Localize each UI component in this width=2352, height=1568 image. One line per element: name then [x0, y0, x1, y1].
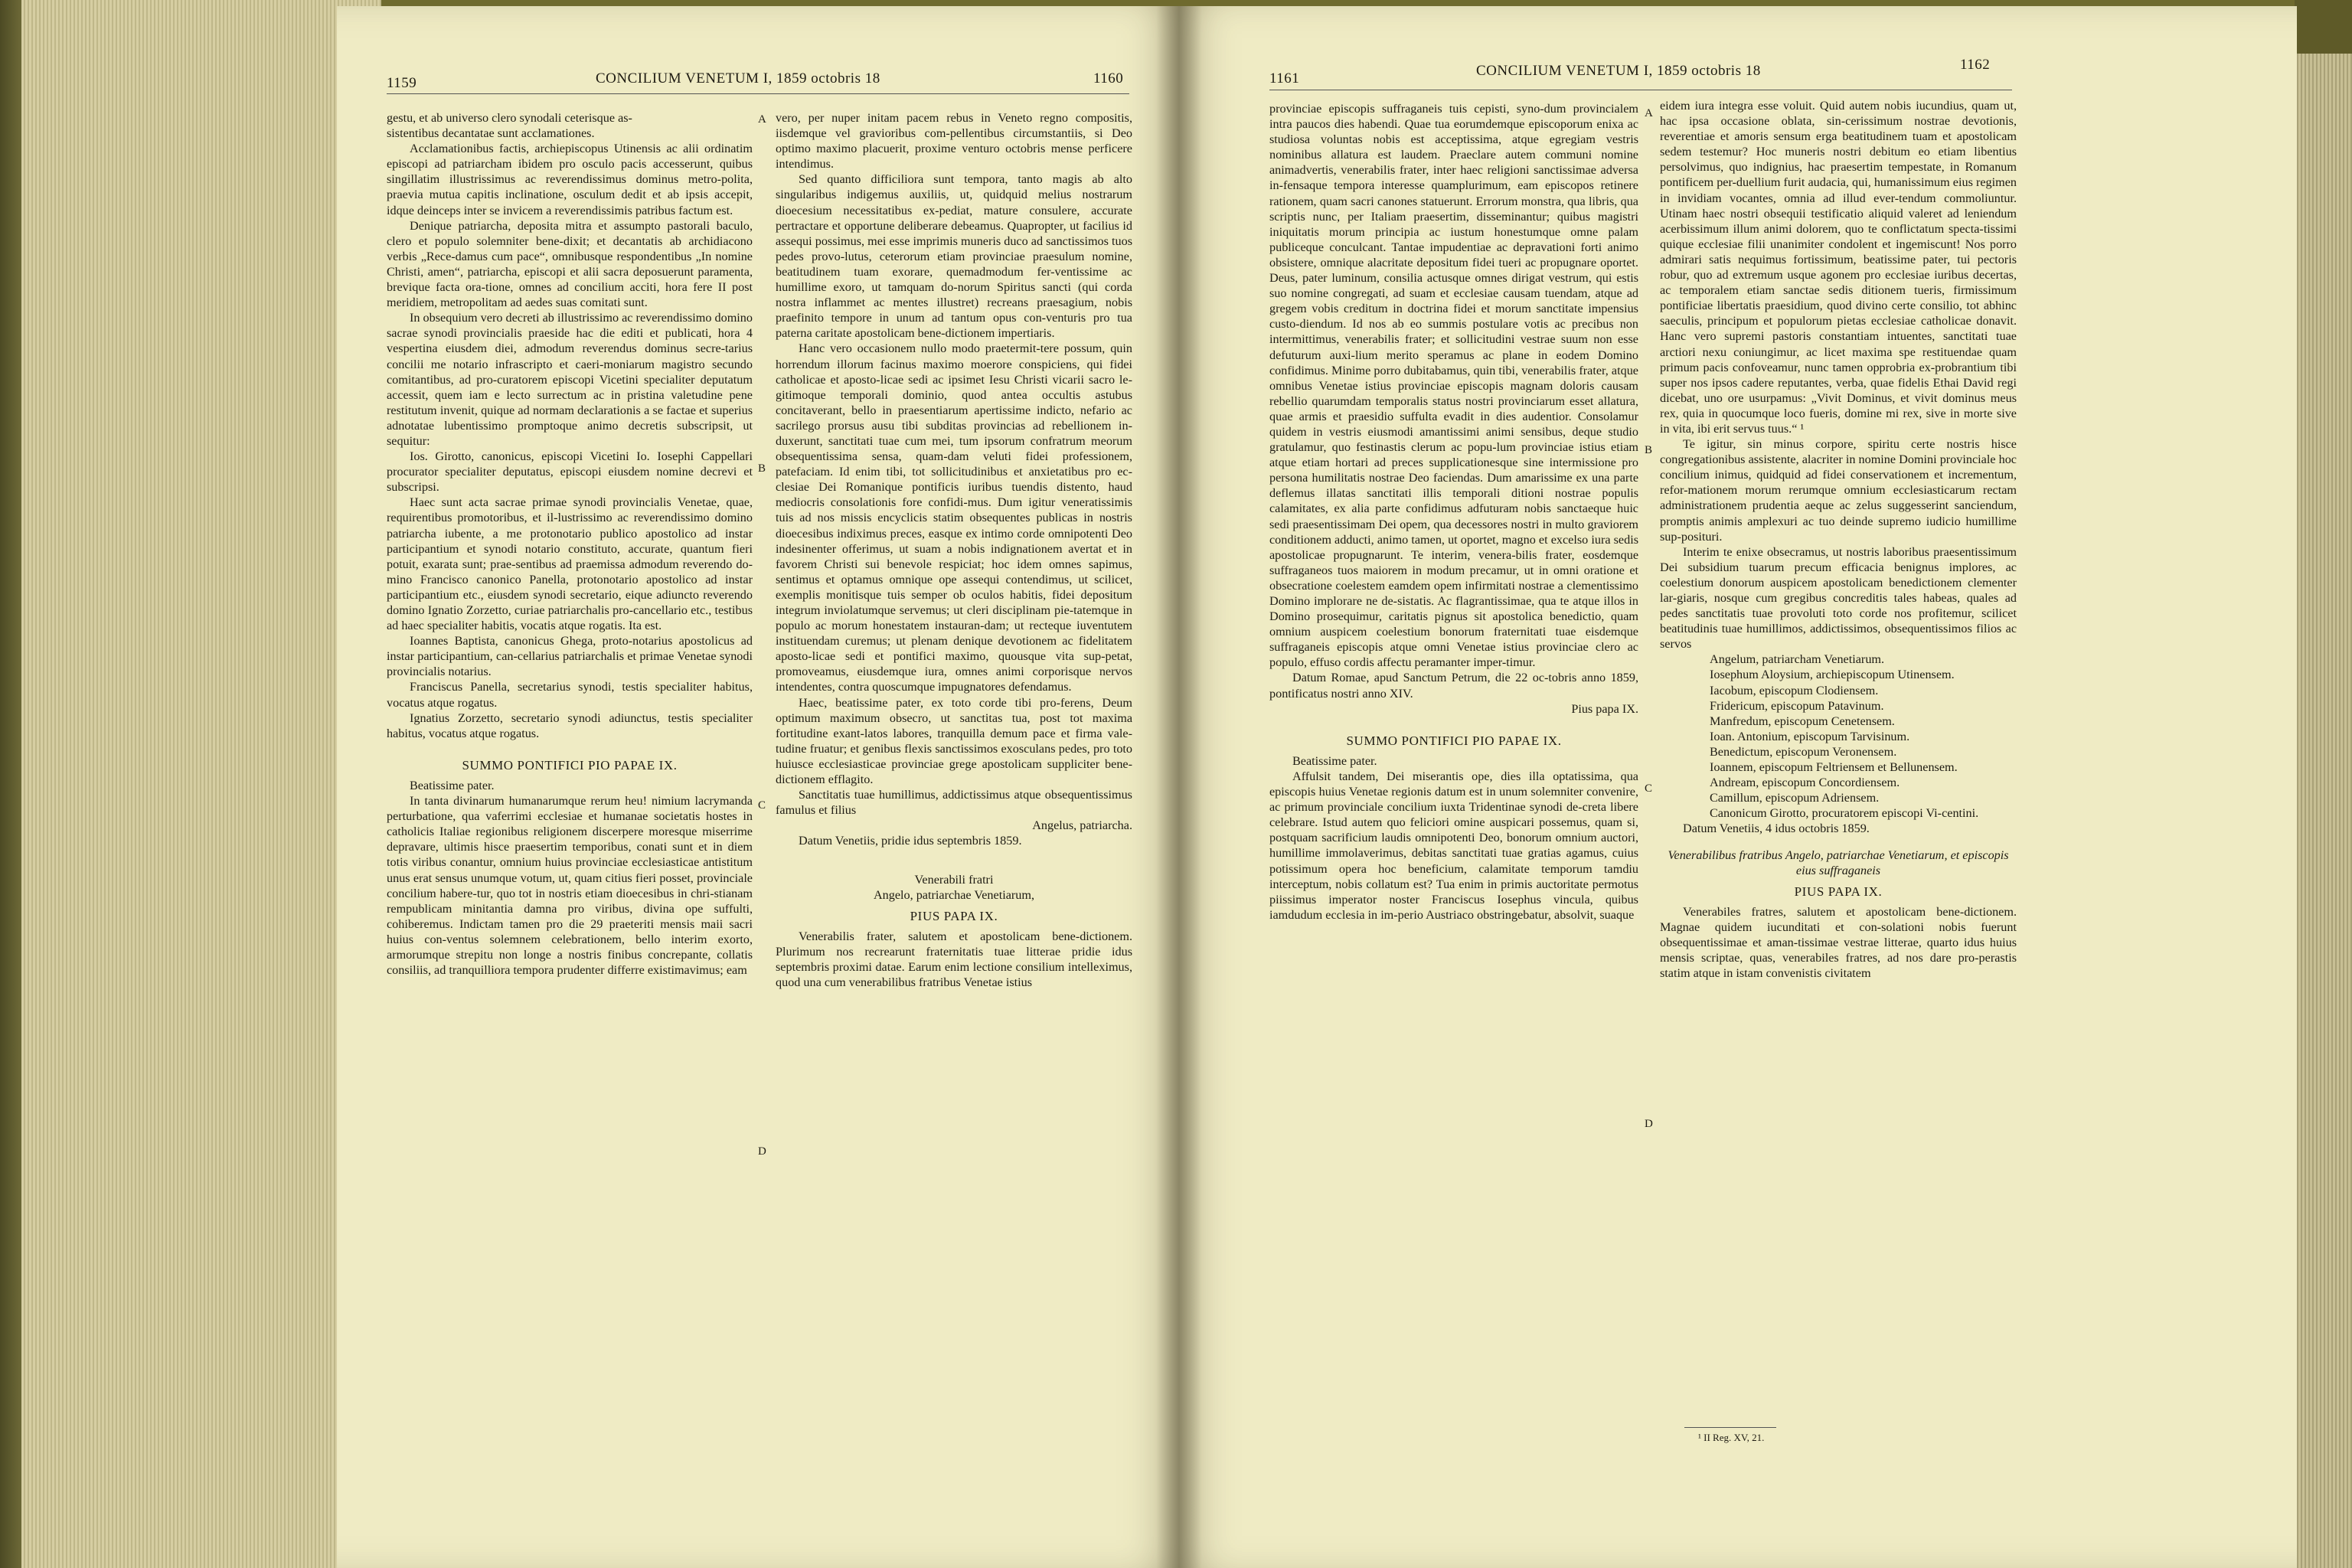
signature: Pius papa IX. [1571, 701, 1638, 716]
paragraph: Hanc vero occasionem nullo modo praetermit-tere possum, quin horrendum illorum facinus maximo moerore conspiciens, qui fidei catholicae et aposto-licae sedi ac ipsimet Iesu Christi vicarii sacro le-gitimoque temporali dominio, quod antea occultis astubus concitaverant, bello in praesentiarum apertissime indicto, nefario ac sacrilego prorsus ausu tibi subditas provincias ad rebellionem in-duxerunt, sanctitati tuae cum mei, tum ipsorum confratrum meorum obsequentissima sensa, quam-dam veluti fidei professionem, patefaciam. Id enim tibi, tot sollicitudinibus et anxietatibus pro ec-clesiae Dei Romanique pontificis iuribus tuendis distento, haud mediocris consolationis fore confidi-mus. Dum igitur veneratissimis tuis ad nos missis encyclicis statim obsequentes publicas in nostris dioecesibus indiximus preces, easque ex intimo corde omnipotenti Deo indesinenter offerimus, ut suam a nobis indignationem avertat et in favorem Christi sui benevole respiciat; hoc idem omnes sapimus, sentimus et optamus omnique ope assequi contendimus, ut scilicet, exemplis monitisque tuis semper ob oculos habitis, fidei depositum integrum inviolatumque servemus; ut cleri disciplinam pie-tatemque in populo ac morum honestatem instauran-dam; ut recteque iuventutem instituendam curemus; ut plenam denique devotionem ac fidelitatem aposto-licae sedi et pontifici maximo, quousque vita sup-petat, promoveamus, eiusdemque iura, omnes animi corporisque nervos intendentes, contra quoscumque impugnatores defendamus. [776, 341, 1132, 694]
paragraph: Te igitur, sin minus corpore, spiritu certe nostris hisce congregationibus assistente, alacriter in nomine Domini provinciale hoc concilium inimus, quidquid ad fidei conservationem et incrementum, refor-mationem morum rerumque omnium ecclesiasticarum rectam administrationem prudentia aeque ac zelus suggesserint sanciendum, promptis animis amplexuri ac tuo deinde supremo iudicio humillime sup-posituri. [1660, 437, 2017, 544]
text-column-4 [1660, 98, 2017, 981]
date-line: Datum Venetiis, 4 idus octobris 1859. [1683, 822, 1870, 836]
addressee: Venerabilibus fratribus Angelo, patriarchae Venetiarum, et episcopis eius suffraganeis [1668, 848, 2009, 877]
letter-heading: PIUS PAPA IX. [910, 908, 998, 923]
paragraph: Sed quanto difficiliora sunt tempora, tanto magis ab alto singularibus indigemus auxiliis, ut, quidquid melius nostrarum dioecesium necessitatibus ex-pediat, mature consulere, accurate pertractare et opportune deliberare debeamus. Quapropter, ut facilius id assequi possimus, mei esse imprimis muneris duco ad sanctissimos tuos pedes provo-lutus, ceterorum etiam provinciae praesulum nomine, beatitudinem tuam exorare, quemadmodum fer-ventissime ac humillime exoro, ut tamquam do-norum Spiritus sancti (qui corda nostra inflammet ac mentes illustret) recreans praesagium, nobis praefinito tempore in unum ad tantum opus con-venturis pro tua paterna caritate apostolicam bene-dictionem impertiaris. [776, 172, 1132, 341]
paragraph: Acclamationibus factis, archiepiscopus Utinensis ac alii ordinatim episcopi ad patriarcham ibidem pro osculo pacis accesserunt, quibus singillatim illustrissimus ac reverendissimus dominus metro-polita, praevia mutua capitis inclinatione, osculum dedit et ab ipsis accepit, idque deinceps inter se invicem a reverendissimis patribus factum est. [387, 142, 753, 217]
page-number-right: 1161 [1269, 70, 1300, 87]
text-column-2 [776, 110, 1132, 990]
salutation: Beatissime pater. [410, 778, 495, 792]
signatory: Iosephum Aloysium, archiepiscopum Utinensem. [1710, 668, 1955, 682]
addressee: Venerabili fratri [914, 872, 994, 887]
signatory: Canonicum Girotto, procuratorem episcopi Vi-centini. [1710, 806, 1979, 821]
text-column-3 [1269, 101, 1638, 923]
paragraph: Ios. Girotto, canonicus, episcopi Vicetini Io. Iosephi Cappellari procurator specialiter deputatus, episcopi eiusdem nomine decrevi et subscripsi. [387, 449, 753, 495]
letter-heading: SUMMO PONTIFICI PIO PAPAE IX. [1346, 733, 1562, 748]
signatory: Ioan. Antonium, episcopum Tarvisinum. [1710, 729, 1910, 743]
paragraph: In obsequium vero decreti ab illustrissimo ac reverendissimo domino sacrae synodi provincialis praeside hac die editi et publicati, hora 4 vespertina eiusdem diei, admodum reverendus dominus secre-tarius concilii me notario infrascripto et caeri-moniarum magistro secundo comitantibus, ad pro-curatorem episcopi Vicetini specialiter deputatum accessit, quem iam e lecto surrectum ac in pristina valetudine pene restitutum invenit, quique ad normam declarationis a se factae et superius adnotatae lubentissimo promptoque animo decretis subscripsit, ut sequitur: [387, 311, 753, 448]
paragraph: Sanctitatis tuae humillimus, addictissimus atque obsequentissimus famulus et filius [776, 788, 1132, 818]
paragraph: Interim te enixe obsecramus, ut nostris laboribus praesentissimum Dei subsidium tuarum precum efficacia benignus implores, ac coelestium donorum auspicem apostolicam benedictionem clementer lar-giaris, nosque cum gregibus concreditis tales habeas, quales ad pedes sanctitatis tuae provoluti toto corde nos profitemur, scilicet beatitudinis tuae humillimos, addictissimos, obsequentissimos filios ac servos [1660, 544, 2017, 652]
book-cover-corner [2295, 0, 2352, 54]
signatory: Andream, episcopum Concordiensem. [1710, 776, 1900, 790]
page-block-right [2295, 0, 2352, 1568]
paragraph: provinciae episcopis suffraganeis tuis cepisti, syno-dum provincialem intra paucos dies habendi. Quae tua eorumdemque episcoporum enixa ac studiosa voluntas nobis est acceptissima, atque egregiam vestris nominibus allatura est laudem. Praeclare autem communi nomine animadvertis, venerabilis frater, inter haec religioni sanctissimae adversa in-fensaque tempora interesse quamplurimum, eam episcopos retinere rationem, quam sacri canones statuerunt. Errorum monstra, qua libris, qua scriptis nunc, per Italiam praesertim, disseminantur; quibus magistri iniquitatis morum principia ac iustum honestumque omne palam publiceque conculcant. Tantae impudentiae ac depravationi forti animo obsistere, omnique alacritate depositum fidei tueri ac propugnare oportet. Deus, pater luminum, consilia actusque omnes dirigat vestrum, qui estis suo nomine congregati, ad suam et ecclesiae causam tuendam, atque ad gregem vobis creditum in doctrina fidei et morum sanctitate impensius custo-diendum. Id nos ab eo summis postulare votis ac precibus non intermittimus, venerabilis frater; et sollicitudini vestrae suum non esse defuturum auxi-lium merito speramus ac plane in eodem Domino confidimus. Minime porro dubitabamus, quin tibi, venerabilis frater, atque omnibus Venetae istius provinciae episcopis magnam doloris causam rebellio quarumdam temporalis status nostri provinciarum esset allatura, quae armis et praesidio suffulta evadit in dies audentior. Consolamur quidem in vestris eiusmodi amantissimi animi sensibus, deque studio gratulamur, quo festinastis clerum ac popu-lum provinciae istius etiam atque etiam hortari ad preces supplicationesque sine intermissione pro persona humilitatis nostrae Deo faciendas. Dum amarissime ex una parte deflemus illatas sanctitati illis temporali ditioni nostrae populis calamitates, ex alia parte confidimus adfuturam nobis sanctaeque huic sedi praesentissimam Dei opem, qua decessores nostri in multo graviorem conditionem adducti, animo tamen, ut oportet, magno et excelso iura sedis apostolicae propugnarunt. Te interim, venera-bilis frater, eosdemque suffraganeos tuos maiorem in modum precamur, ut in omni oratione et obsecratione coelestem eamdem opem infirmitati nostrae a clementissimo Domino implorare ne de-sistatis. Ac flagrantissimae, qua te atque illos in Domino prosequimur, caritatis pignus sit apostolica benedictio, quam omnium auspicem coelestium bonorum fraternitati tuae eisdemque suffraganeis episcopis atque omni Venetae istius provinciae clero ac populo, effuso cordis affectu peramanter imper-timur. [1269, 102, 1638, 670]
date-line: Datum Romae, apud Sanctum Petrum, die 22 oc-tobris anno 1859, pontificatus nostri anno XIV. [1269, 671, 1638, 701]
paragraph: vero, per nuper initam pacem rebus in Veneto regno compositis, iisdemque vel gravioribus com-pellentibus circumstantiis, si Deo optimo maximo placuerit, proxime venturo octobris mense perficere intendimus. [776, 111, 1132, 172]
paragraph: Venerabiles fratres, salutem et apostolicam bene-dictionem. Magnae quidem iucunditati et con-solationi nobis fuerunt obsequentissimae et aman-tissimae vestrae litterae, quarto idus huius mensis scriptae, quas, venerabiles fratres, ad nos dare pro-perastis statim atque in istam convenistis civitatem [1660, 904, 2017, 981]
section-marker-c: C [758, 799, 766, 812]
addressee: Angelo, patriarchae Venetiarum, [873, 887, 1035, 902]
paragraph: Haec, beatissime pater, ex toto corde tibi pro-ferens, Deum optimum maximum obsecro, ut sanctitas tua, post tot maxima fortitudine exant-latos labores, tranquilla demum pace et firma vale-tudine fruatur; et genibus flexis sanctissimos exosculans pedes, pro toto huiusce ecclesiasticae provinciae grege apostolicam suppliciter bene-dictionem efflagito. [776, 695, 1132, 787]
signatory: Iacobum, episcopum Clodiensem. [1710, 683, 1879, 697]
paragraph: Affulsit tandem, Dei miserantis ope, dies illa optatissima, qua episcopis huius Venetae regionis datum est in unum solemniter convenire, ac primum provinciale concilium iuxta Tridentinae synodi de-creta libere celebrare. Istud autem quo feliciori omine auspicari possemus, quam si, postquam sacrificium laudis omnipotenti Deo, bonorum omnium auctori, humillime immolaverimus, debitas sanctitati tuae gratias agamus, cuius potissimum opera hoc beneficium, calamitate temporum tamdiu interceptum, nobis collatum est? Tua enim in primis auctoritate permotus piissimus imperator noster Franciscus Iosephus vincula, quibus iamdudum ecclesia in im-perio Austriaco obstringebatur, absolvit, suaque [1269, 769, 1638, 922]
paragraph: Haec sunt acta sacrae primae synodi provincialis Venetae, quae, requirentibus promotoribus, et il-lustrissimo ac reverendissimo domino patriarcha iubente, a me protonotario publico apostolico ad instar participantium et synodi notario constituto, accurate, quantum fieri potuit, exarata sunt; prae-sentibus ad praemissa admodum reverendo do-mino Francisco canonico Panella, protonotario apostolico ad instar participantium etc., eiusdem synodi secretario, eique adiuncto reverendo domino Ignatio Zorzetto, curiae patriarchalis pro-cancellario etc., testibus ad haec specialiter habitis, vocatis atque rogatis. Ita est. [387, 495, 753, 633]
header-rule-left [387, 93, 1129, 94]
running-title-right: CONCILIUM VENETUM I, 1859 octobris 18 [1476, 63, 1761, 79]
page-number-left: 1159 [387, 75, 417, 91]
text-column-1 [387, 110, 753, 978]
signatory: Benedictum, episcopum Veronensem. [1710, 744, 1897, 759]
paragraph: In tanta divinarum humanarumque rerum heu! nimium lacrymanda perturbatione, qua vaferrimi ecclesiae et humanae societatis hostes in catholicis Italiae regionibus religionem discerpere moresque miserrime depravare, ultimis hisce praesertim temporibus, conati sunt et in diem totis viribus conantur, omnium huius provinciae ecclesiasticae antistitum unus erat sensus unumque votum, ut, quam citius fieri posset, provinciale concilium habere-tur, quo tot in nostris etiam dioecesibus in chri-stianam rempublicam minitantia damna pro viribus, divina ope suffulti, cohiberemus. Indictam tamen pro die 29 praeteriti mensis maii sacri huius con-ventus solemnem celebrationem, bello interim exorto, armorumque strepitu non longe a nostris finibus concrepante, collatis consiliis, ad tranquilliora tempora prudenter differre existimavimus; eam [387, 794, 753, 978]
footnote-rule [1684, 1427, 1776, 1428]
column-number-left: 1160 [1093, 70, 1124, 87]
section-marker-b: B [758, 462, 766, 475]
section-marker-d-right: D [1645, 1118, 1653, 1130]
book-gutter [1156, 6, 1202, 1568]
paragraph: Venerabilis frater, salutem et apostolicam bene-dictionem. Plurimum nos recrearunt fraternitatis tuae litterae pridie idus septembris proximi datae. Earum enim lectione consilium intelleximus, quod una cum venerabilibus fratribus Venetae istius [776, 929, 1132, 990]
salutation: Beatissime pater. [1292, 753, 1377, 768]
paragraph: sistentibus decantatae sunt acclamationes. [387, 126, 595, 141]
signatory: Angelum, patriarcham Venetiarum. [1710, 652, 1885, 667]
signatory: Fridericum, episcopum Patavinum. [1710, 698, 1884, 713]
signatory: Camillum, episcopum Adriensem. [1710, 791, 1880, 805]
letter-heading: PIUS PAPA IX. [1794, 884, 1883, 899]
date-line: Datum Venetiis, pridie idus septembris 1859. [799, 834, 1022, 848]
paragraph: gestu, et ab universo clero synodali ceterisque as- [387, 111, 632, 125]
page-block-left [21, 0, 381, 1568]
footnote: ¹ II Reg. XV, 21. [1698, 1432, 1765, 1443]
paragraph: Denique patriarcha, deposita mitra et assumpto pastorali baculo, clero et populo solemniter bene-dixit; et decantatis ab archidiacono verbis „Rece-damus cum pace“, omnibusque respondentibus „In nomine Christi, amen“, patriarcha, episcopi et alii sacra deposuerunt paramenta, brevique facta ora-tione, omnes ad concilium acciti, hora fere II post meridiem, metropolitam ad aedes suas comitati sunt. [387, 218, 753, 310]
letter-heading: SUMMO PONTIFICI PIO PAPAE IX. [462, 757, 678, 773]
section-marker-a: A [758, 113, 766, 126]
running-title-left: CONCILIUM VENETUM I, 1859 octobris 18 [596, 70, 880, 87]
signature: Angelus, patriarcha. [1032, 818, 1132, 833]
section-marker-b-right: B [1645, 444, 1653, 456]
paragraph: Ioannes Baptista, canonicus Ghega, proto-notarius apostolicus ad instar participantium, can-cellarius patriarchalis et primae Venetae synodi provincialis notarius. [387, 634, 753, 679]
signatory: Ioannem, episcopum Feltriensem et Bellunensem. [1710, 760, 1958, 775]
section-marker-c-right: C [1645, 782, 1653, 795]
column-number-right: 1162 [1960, 57, 1991, 73]
paragraph: Ignatius Zorzetto, secretario synodi adiunctus, testis specialiter habitus, vocatus atque rogatus. [387, 710, 753, 740]
signatory: Manfredum, episcopum Cenetensem. [1710, 714, 1895, 728]
section-marker-d: D [758, 1145, 766, 1158]
section-marker-a-right: A [1645, 107, 1653, 119]
paragraph: Franciscus Panella, secretarius synodi, testis specialiter habitus, vocatus atque rogatus. [387, 680, 753, 710]
paragraph: eidem iura integra esse voluit. Quid autem nobis iucundius, quam ut, hac ipsa occasione oblata, sin-cerissimum nostrae devotionis, reverentiae et amoris sensum erga beatitudinem tuam et apostolicam sedem testemur? Hoc muneris nostri debitum eo etiam libentius persolvimus, quo indignius, hac praesertim tempestate, in Romanum pontificem per-duellium furit audacia, qui, humanissimum eius regimen in invidiam vocantes, omnia ad illud ever-tendum commoliuntur. Utinam haec nostri obsequii testificatio aliquid valeret ad leniendum acerbissimum illum animi dolorem, quo te conflictatum specta-tissimi quique ecclesiae filii unanimiter condolent et ingemiscunt! Nos porro admirari satis nequimus fortissimum, beatissime pater, tui pectoris robur, quo ad extremum usque agonem pro ecclesiae iuribus decertas, ac temporalem etiam sanctae sedis ditionem tueris, firmissimum pontificiae libertatis praesidium, quod divino certe consilio, tot abhinc saeculis, principum et populorum pietas ecclesiae catholicae donavit. Hanc vero supremi pastoris constantiam intuentes, sanctitati tuae arctiori nexu coniungimur, ac licet maxima spe restituendae quam primum pacis confoveamur, nunc tamen opprobria ex-probrantium tibi super nos ipsos cadere reputantes, verba, quae fidelis Ethai David regi dicebat, uno ore usurpamus: „Vivit Dominus, et vivit dominus meus rex, quia in quocumque loco fueris, domine mi rex, sive in morte sive in vita, ibi erit servus tuus.“ ¹ [1660, 99, 2017, 436]
